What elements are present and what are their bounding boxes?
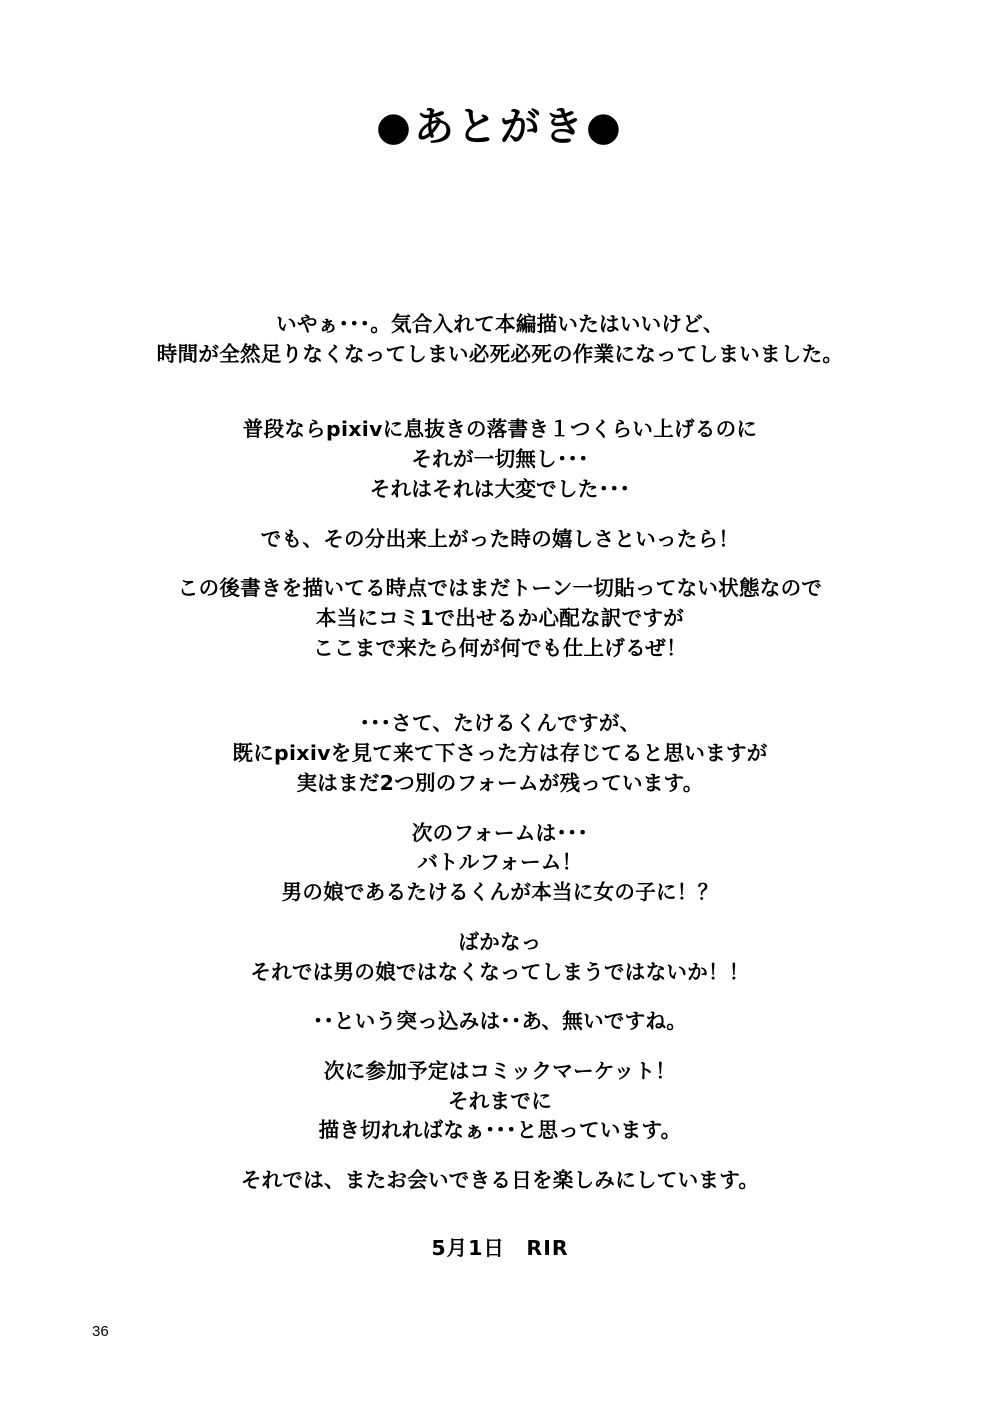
paragraph-9: [0, 1057, 1000, 1146]
paragraph-7: [0, 928, 1000, 987]
text-line: いやぁ･･･。気合入れて本編描いたはいいけど、: [276, 312, 724, 336]
text-line: 本当にコミ1で出せるか心配な訳ですが: [315, 606, 685, 631]
text-line: ･･･さて、たけるくんですが、: [359, 711, 641, 736]
text-line: バトルフォーム！: [417, 850, 583, 875]
text-line: 普段ならpixivに息抜きの落書き１つくらい上げるのに: [242, 417, 758, 442]
text-line: ばかなっ: [458, 929, 542, 954]
text-line: それでは、またお会いできる日を楽しみにしています。: [240, 1168, 760, 1193]
text-line: 次のフォームは･･･: [411, 820, 589, 845]
text-line: それまでに: [448, 1088, 552, 1113]
text-line: 男の娘であるたけるくんが本当に女の子に！？: [281, 880, 719, 905]
paragraph-8: [0, 1007, 1000, 1037]
text-line: 次に参加予定はコミックマーケット！: [323, 1058, 677, 1083]
page-title: ●あとがき●: [376, 104, 624, 150]
text-line: ･･という突っ込みは･･あ、無いですね。: [312, 1009, 688, 1034]
text-line: 実はまだ2つ別のフォームが残っています。: [296, 770, 704, 795]
page-number: 36: [92, 1323, 109, 1340]
text-line: ここまで来たら何が何でも仕上げるぜ！: [313, 635, 687, 660]
paragraph-4: [0, 574, 1000, 663]
text-line: それはそれは大変でした･･･: [369, 476, 631, 501]
text-line: この後書きを描いてる時点ではまだトーン一切貼ってない状態なので: [177, 576, 823, 601]
text-line: それでは男の娘ではなくなってしまうではないか！！: [250, 959, 750, 984]
text-line: でも、その分出来上がった時の嬉しさといったら！: [260, 526, 740, 551]
text-line: 描き切れればなぁ･･･と思っています。: [318, 1118, 682, 1143]
paragraph-1: [0, 310, 1000, 369]
paragraph-6: [0, 819, 1000, 908]
text-line: 既にpixivを見て来て下さった方は存じてると思いますが: [232, 741, 768, 766]
paragraph-3: [0, 525, 1000, 555]
signature: 5月1日 RIR: [431, 1235, 569, 1260]
text-line: 時間が全然足りなくなってしまい必死必死の作業になってしまいました。: [156, 341, 844, 366]
afterword-body: [0, 310, 1000, 1264]
text-line: それが一切無し･･･: [411, 447, 589, 472]
paragraph-5: [0, 709, 1000, 798]
paragraph-10: [0, 1166, 1000, 1196]
paragraph-2: [0, 415, 1000, 504]
